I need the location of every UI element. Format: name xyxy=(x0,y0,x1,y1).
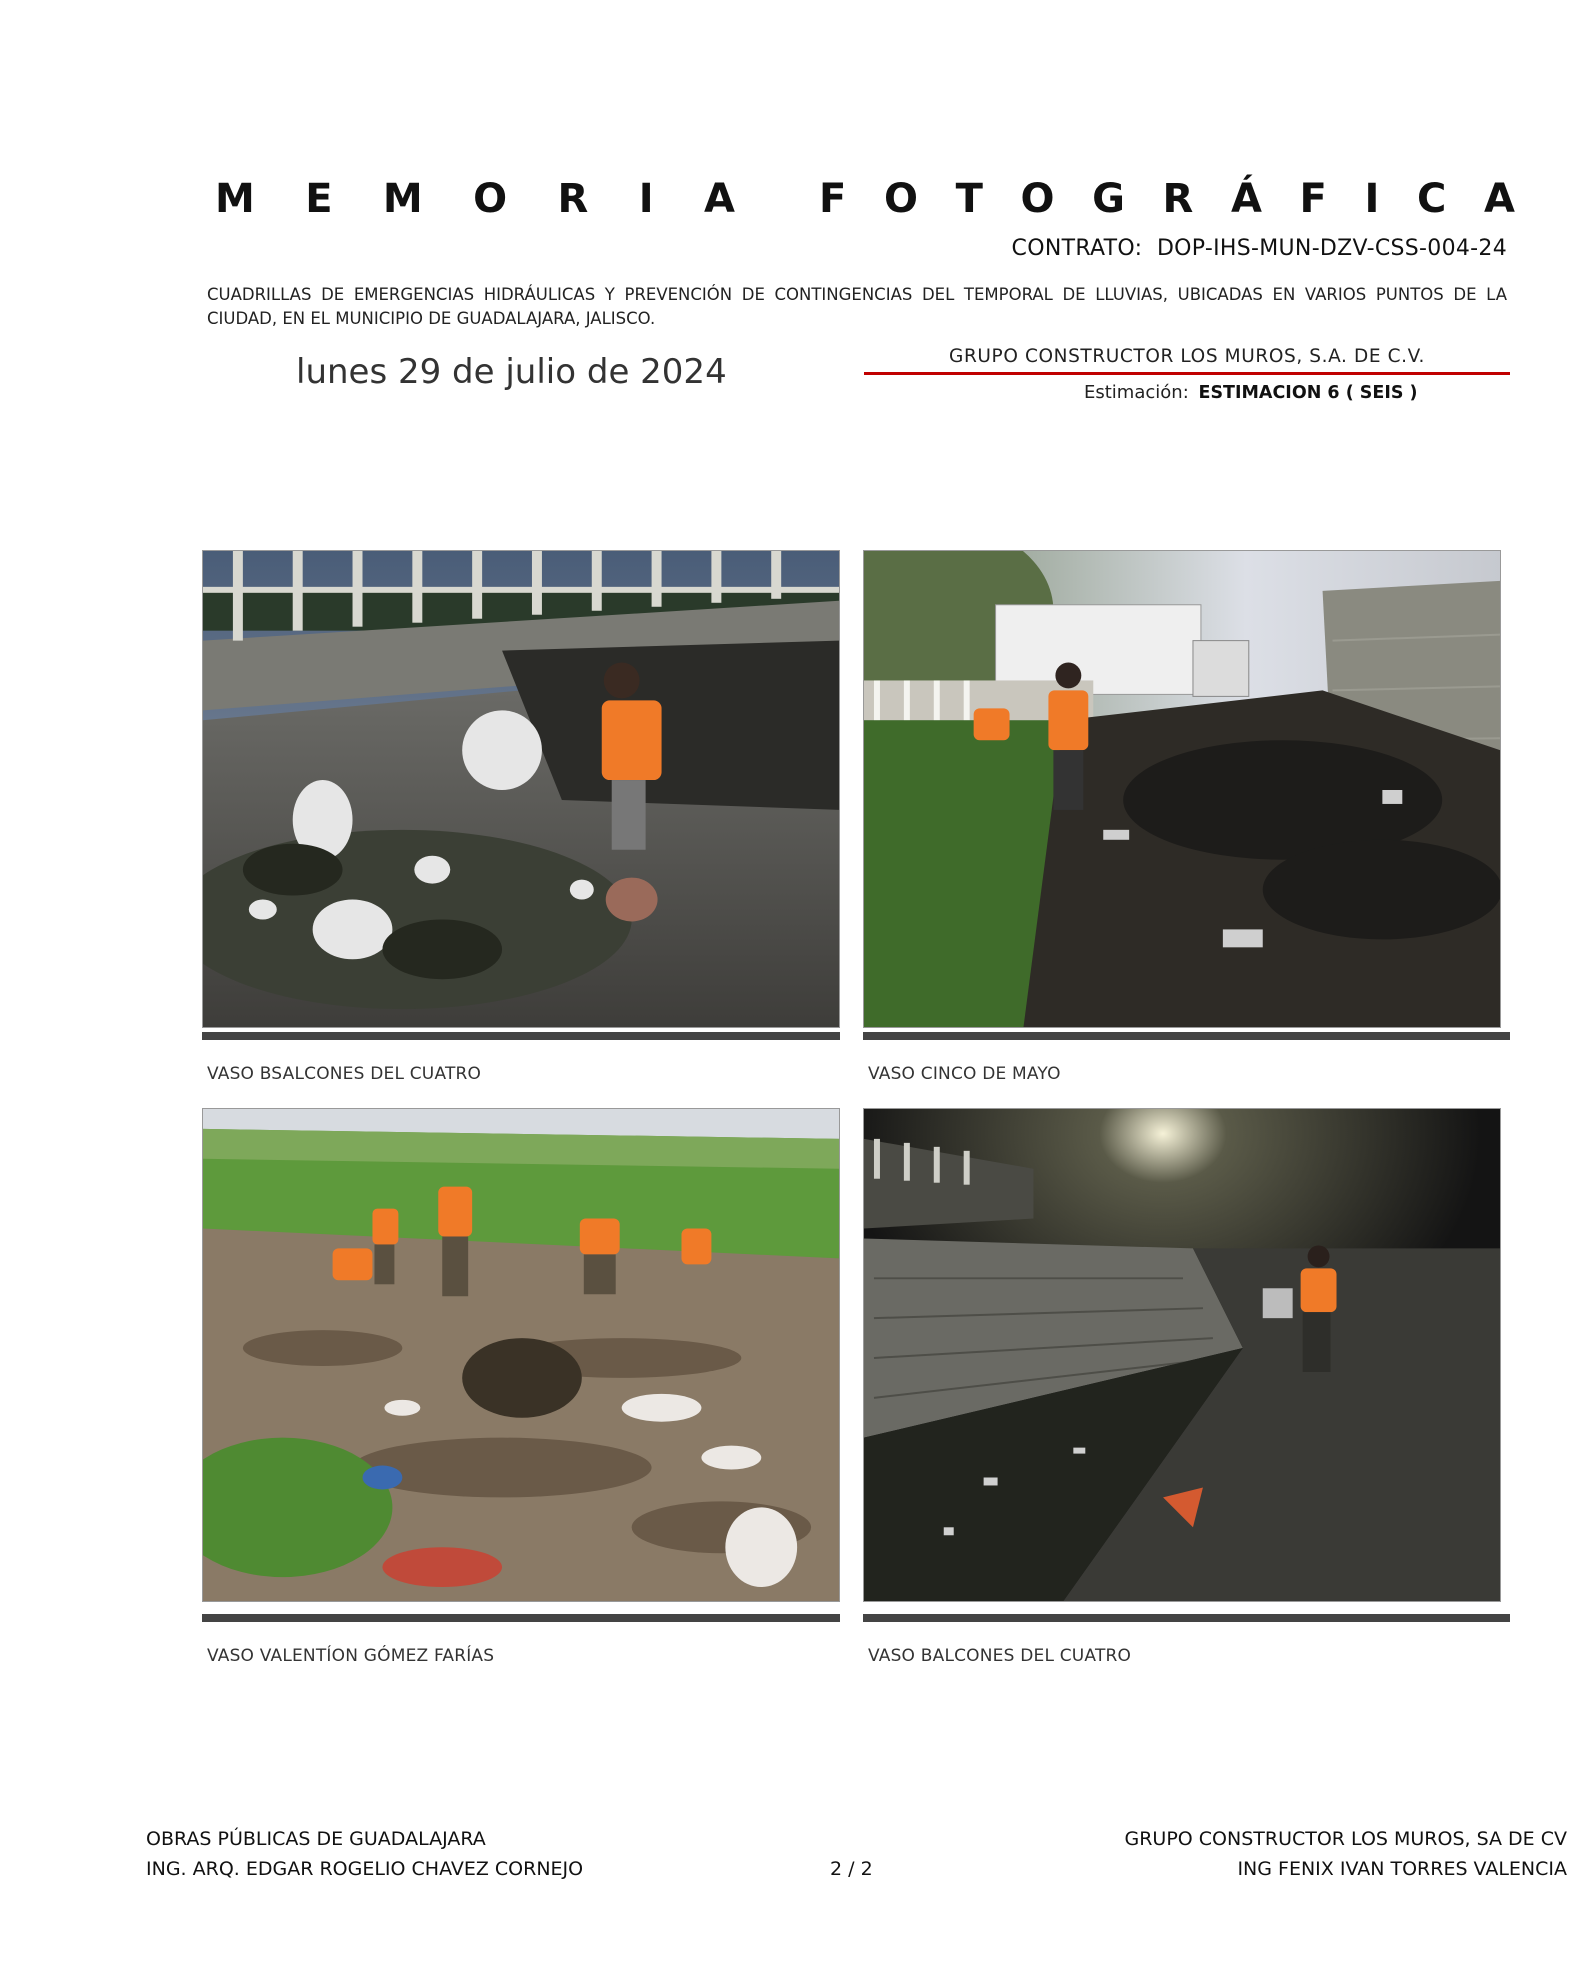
photo-4-caption: VASO BALCONES DEL CUATRO xyxy=(868,1646,1132,1666)
title-letter: O xyxy=(473,176,508,222)
title-letter: I xyxy=(1364,176,1380,222)
photo-4 xyxy=(863,1108,1501,1602)
footer-right-org: GRUPO CONSTRUCTOR LOS MUROS, SA DE CV xyxy=(1124,1828,1567,1850)
photo-3 xyxy=(202,1108,840,1602)
title-letter: O xyxy=(1020,176,1055,222)
title-letter: G xyxy=(1092,176,1125,222)
photo-3-bar xyxy=(202,1614,840,1622)
page-title xyxy=(215,176,1515,222)
report-date: lunes 29 de julio de 2024 xyxy=(296,352,727,392)
footer-right-signer: ING FENIX IVAN TORRES VALENCIA xyxy=(1237,1858,1567,1880)
contract-value: DOP-IHS-MUN-DZV-CSS-004-24 xyxy=(1156,236,1507,261)
title-letter: I xyxy=(638,176,654,222)
title-letter: R xyxy=(1162,176,1194,222)
estimation-info xyxy=(1084,382,1418,403)
title-letter: A xyxy=(704,176,735,222)
contract-label: CONTRATO: xyxy=(1011,236,1143,261)
title-word-memoria xyxy=(215,176,735,222)
photo-1 xyxy=(202,550,840,1028)
photo-1-bar xyxy=(202,1032,840,1040)
title-letter: T xyxy=(955,176,983,222)
photo-2-caption: VASO CINCO DE MAYO xyxy=(868,1064,1061,1084)
photo-2-image xyxy=(864,551,1500,1027)
photo-4-bar xyxy=(863,1614,1510,1622)
title-letter: F xyxy=(1299,176,1327,222)
title-letter: A xyxy=(1483,176,1515,222)
title-letter: Á xyxy=(1230,176,1262,222)
estimation-label: Estimación: xyxy=(1084,382,1189,403)
photo-2-bar xyxy=(863,1032,1510,1040)
footer-left-signer: ING. ARQ. EDGAR ROGELIO CHAVEZ CORNEJO xyxy=(146,1858,584,1880)
title-letter: C xyxy=(1416,176,1447,222)
photo-1-caption: VASO BSALCONES DEL CUATRO xyxy=(207,1064,482,1084)
photo-3-image xyxy=(203,1109,839,1601)
project-description: CUADRILLAS DE EMERGENCIAS HIDRÁULICAS Y PREVENCIÓN DE CONTINGENCIAS DEL TEMPORAL DE LLUVIAS, UBICADAS EN VARIOS PUNTOS DE LA CIUDAD, EN EL MUNICIPIO DE GUADALAJARA, JALISCO. xyxy=(207,285,1507,328)
page-number: 2 / 2 xyxy=(830,1858,873,1880)
footer-left-org: OBRAS PÚBLICAS DE GUADALAJARA xyxy=(146,1828,486,1850)
title-letter: R xyxy=(557,176,589,222)
title-word-fotografica xyxy=(819,176,1515,222)
title-letter: M xyxy=(215,176,255,222)
title-letter: O xyxy=(883,176,918,222)
title-letter: E xyxy=(305,176,333,222)
footer-right xyxy=(1124,1824,1567,1884)
estimation-value: ESTIMACION 6 ( SEIS ) xyxy=(1198,383,1418,403)
photo-4-image xyxy=(864,1109,1500,1601)
footer-left xyxy=(146,1824,583,1884)
title-letter: F xyxy=(819,176,847,222)
header-divider xyxy=(864,372,1510,375)
title-letter: M xyxy=(382,176,423,222)
photo-2 xyxy=(863,550,1501,1028)
contractor-name: GRUPO CONSTRUCTOR LOS MUROS, S.A. DE C.V. xyxy=(949,346,1425,367)
contract-number xyxy=(1012,236,1507,261)
photo-1-image xyxy=(203,551,839,1027)
photo-3-caption: VASO VALENTÍON GÓMEZ FARÍAS xyxy=(207,1646,495,1666)
